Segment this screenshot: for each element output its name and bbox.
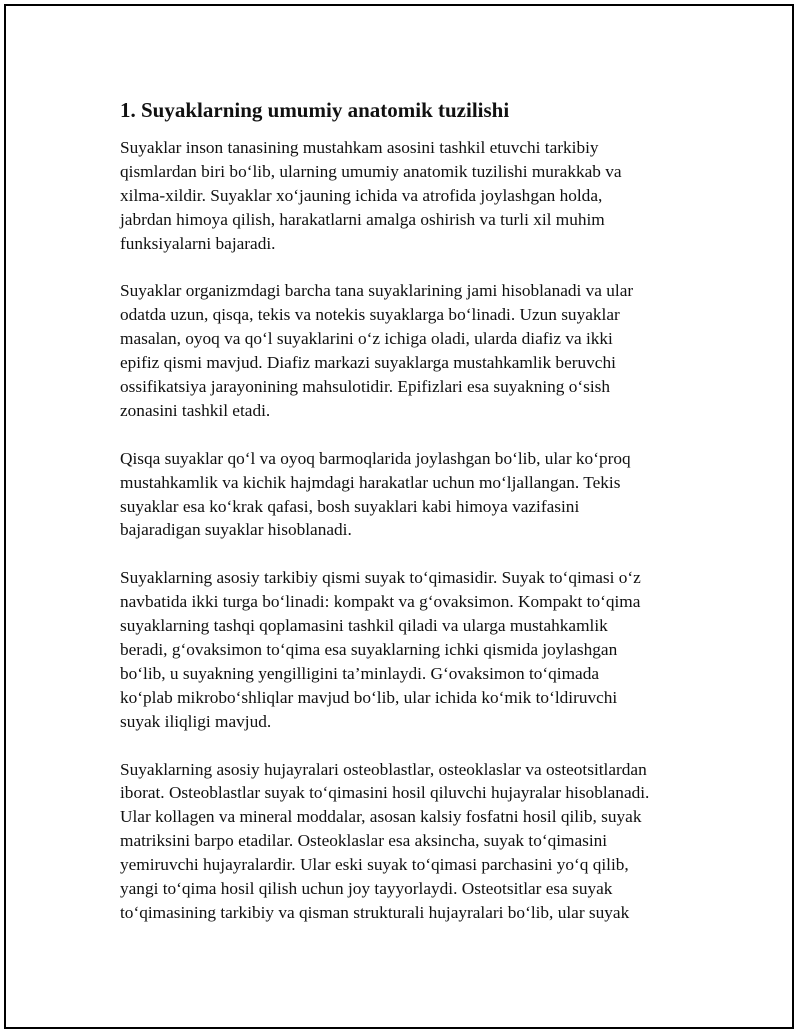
paragraph-2 [120,279,700,422]
text-line: matriksini barpo etadilar. Osteoklaslar esa aksincha, suyak to‘qimasini [120,831,608,851]
text-line: Suyaklar organizmdagi barcha tana suyaklarining jami hisoblanadi va ular [120,281,634,301]
paragraph-4 [120,566,700,733]
paragraph-3 [120,447,700,543]
text-line: odatda uzun, qisqa, tekis va notekis suyaklarga bo‘linadi. Uzun suyaklar [120,305,620,325]
document-body [120,96,700,949]
text-line: to‘qimasining tarkibiy va qisman strukturali hujayralari bo‘lib, ular suyak [120,902,630,922]
text-line: suyak iliqligi mavjud. [120,711,272,731]
text-line: ossifikatsiya jarayonining mahsulotidir. Epifizlari esa suyakning o‘sish [120,377,611,397]
text-line: Suyaklar inson tanasining mustahkam asosini tashkil etuvchi tarkibiy [120,138,599,157]
text-line: zonasini tashkil etadi. [120,400,271,420]
section-heading: 1. Suyaklarning umumiy anatomik tuzilishi [120,98,510,122]
text-line: iborat. Osteoblastlar suyak to‘qimasini hosil qiluvchi hujayralar hisoblanadi. [120,783,650,803]
text-line: mustahkamlik va kichik hajmdagi harakatlar uchun mo‘ljallangan. Tekis [120,472,621,492]
text-line: Ular kollagen va mineral moddalar, asosan kalsiy fosfatni hosil qilib, suyak [120,807,642,827]
text-line: epifiz qismi mavjud. Diafiz markazi suyaklarga mustahkamlik beruvchi [120,353,616,373]
text-line: yangi to‘qima hosil qilish uchun joy tayyorlaydi. Osteotsitlar esa suyak [120,879,613,899]
text-line: ko‘plab mikrobo‘shliqlar mavjud bo‘lib, ular ichida ko‘mik to‘ldiruvchi [120,687,618,707]
text-line: bajaradigan suyaklar hisoblanadi. [120,520,352,540]
text-line: suyaklar esa ko‘krak qafasi, bosh suyaklari kabi himoya vazifasini [120,496,580,516]
text-line: Suyaklarning asosiy tarkibiy qismi suyak to‘qimasidir. Suyak to‘qimasi o‘z [120,568,641,588]
text-line: jabrdan himoya qilish, harakatlarni amalga oshirish va turli xil muhim [120,209,605,229]
text-line: bo‘lib, u suyakning yengilligini ta’minlaydi. G‘ovaksimon to‘qimada [120,663,600,683]
text-line: Qisqa suyaklar qo‘l va oyoq barmoqlarida joylashgan bo‘lib, ular ko‘proq [120,448,631,468]
paragraph-1 [120,136,700,256]
text-line: navbatida ikki turga bo‘linadi: kompakt va g‘ovaksimon. Kompakt to‘qima [120,592,641,612]
text-line: yemiruvchi hujayralardir. Ular eski suyak to‘qimasi parchasini yo‘q qilib, [120,855,629,875]
text-line: suyaklarning tashqi qoplamasini tashkil qiladi va ularga mustahkamlik [120,616,608,636]
text-line: Suyaklarning asosiy hujayralari osteoblastlar, osteoklaslar va osteotsitlardan [120,759,647,779]
page-frame [4,4,794,1029]
paragraph-5 [120,758,700,925]
text-line: masalan, oyoq va qo‘l suyaklarini o‘z ichiga oladi, ularda diafiz va ikki [120,329,613,349]
text-line: qismlardan biri bo‘lib, ularning umumiy anatomik tuzilishi murakkab va [120,161,622,181]
text-line: funksiyalarni bajaradi. [120,233,276,253]
text-line: xilma-xildir. Suyaklar xo‘jauning ichida va atrofida joylashgan holda, [120,185,603,205]
text-line: beradi, g‘ovaksimon to‘qima esa suyaklarning ichki qismida joylashgan [120,639,618,659]
